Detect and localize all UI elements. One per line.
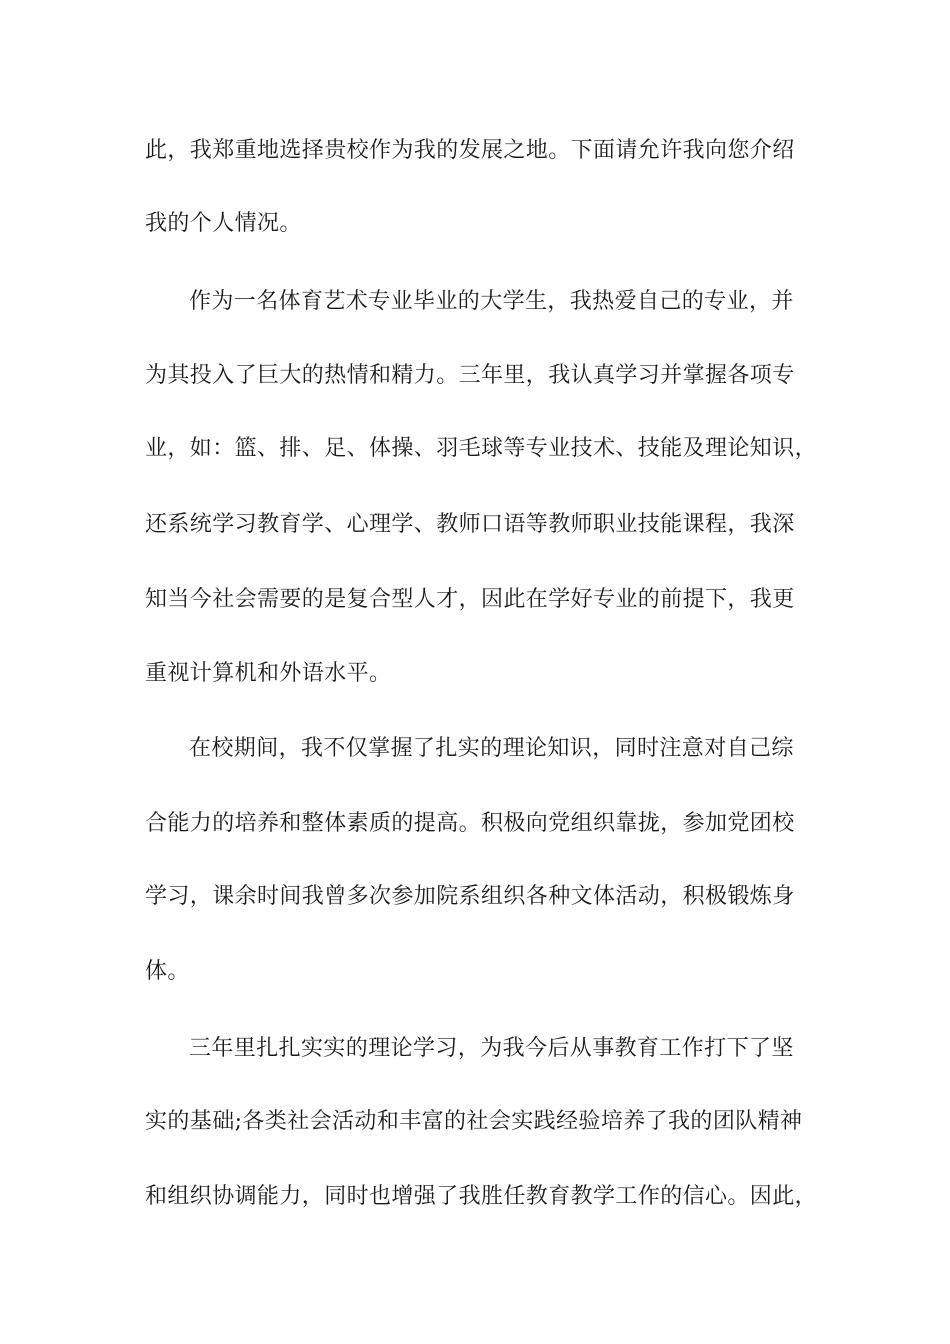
paragraph-first-line: 三年里扎扎实实的理论学习，为我今后从事教育工作打下了坚 xyxy=(189,1036,794,1061)
text-line: 体。 xyxy=(145,959,190,984)
text-line: 还系统学习教育学、心理学、教师口语等教师职业技能课程，我深 xyxy=(145,512,795,537)
text-line: 此，我郑重地选择贵校作为我的发展之地。下面请允许我向您介绍 xyxy=(145,138,795,163)
text-line: 业，如：篮、排、足、体操、羽毛球等专业技术、技能及理论知识， xyxy=(145,436,818,461)
text-line: 实的基础;各类社会活动和丰富的社会实践经验培养了我的团队精神 xyxy=(145,1109,803,1134)
text-line: 我的个人情况。 xyxy=(145,211,302,236)
text-line: 和组织协调能力，同时也增强了我胜任教育教学工作的信心。因此， xyxy=(145,1184,818,1209)
text-line: 合能力的培养和整体素质的提高。积极向党组织靠拢，参加党团校 xyxy=(145,811,795,836)
text-line: 为其投入了巨大的热情和精力。三年里，我认真学习并掌握各项专 xyxy=(145,363,795,388)
text-line: 学习，课余时间我曾多次参加院系组织各种文体活动，积极锻炼身 xyxy=(145,884,795,909)
paragraph-first-line: 在校期间，我不仅掌握了扎实的理论知识，同时注意对自己综 xyxy=(189,736,794,761)
paragraph-first-line: 作为一名体育艺术专业毕业的大学生，我热爱自己的专业，并 xyxy=(189,289,794,314)
text-line: 知当今社会需要的是复合型人才，因此在学好专业的前提下，我更 xyxy=(145,587,795,612)
text-line: 重视计算机和外语水平。 xyxy=(145,661,392,686)
